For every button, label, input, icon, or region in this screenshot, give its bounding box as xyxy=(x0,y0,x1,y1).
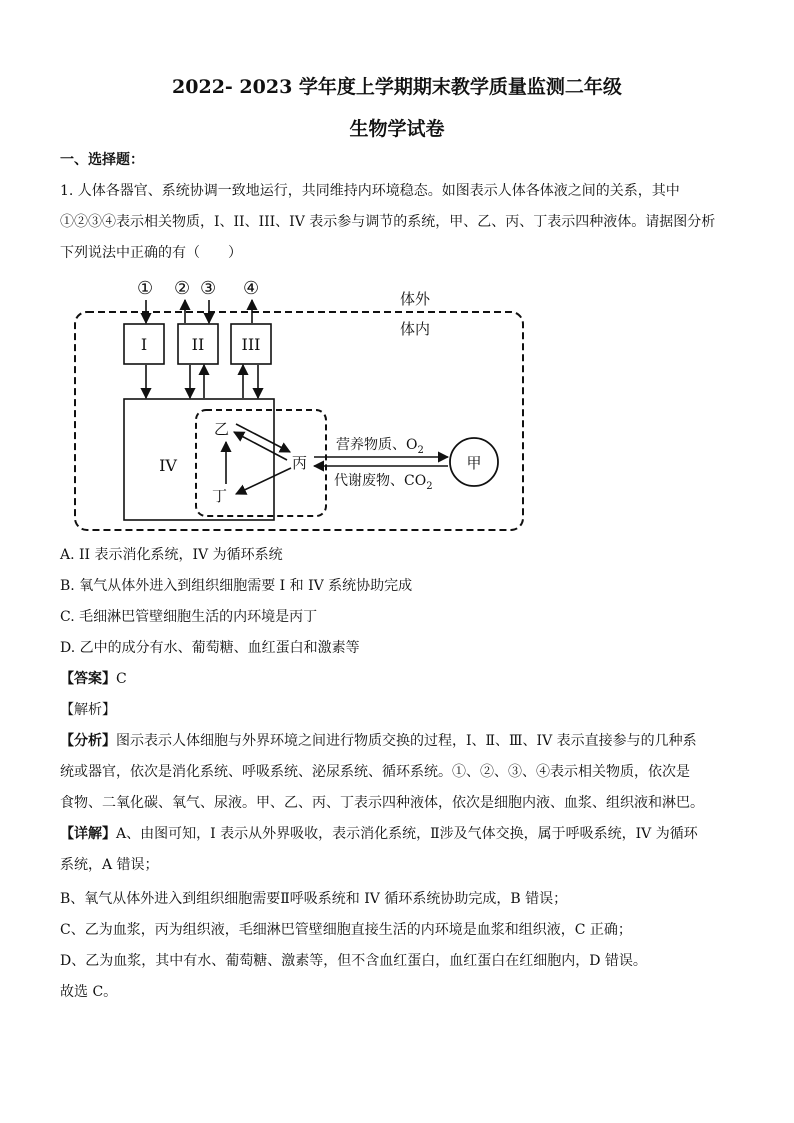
substance-2: ② xyxy=(174,278,191,299)
nutrient-label: 营养物质、$O_2$ xyxy=(336,437,424,456)
system-IV-label: IV xyxy=(159,456,177,475)
substance-3: ③ xyxy=(200,278,217,299)
option-c: C. 毛细淋巴管壁细胞生活的内环境是丙丁 xyxy=(60,609,318,625)
xiangjie-line-2: 系统，A 错误； xyxy=(60,857,159,873)
system-III-label: III xyxy=(241,335,261,354)
option-d: D. 乙中的成分有水、葡萄糖、血红蛋白和激素等 xyxy=(60,640,360,656)
xiangjie-line-1 xyxy=(60,824,734,844)
answer-tag: 【答案】 xyxy=(60,671,116,687)
fenxi-tag: 【分析】 xyxy=(60,733,116,749)
xiangjie-line-4: C、乙为血浆，丙为组织液，毛细淋巴管壁细胞直接生活的内环境是血浆和组织液，C 正确； xyxy=(60,922,632,938)
arrow-bing-to-ding xyxy=(236,468,291,494)
answer-line xyxy=(60,669,734,689)
xiangjie-text-1: A、由图可知，I 表示从外界吸收，表示消化系统，Ⅱ涉及气体交换，属于呼吸系统，IV 为循环 xyxy=(116,826,698,842)
inside-label: 体内 xyxy=(400,320,431,338)
fenxi-line-2: 统或器官，依次是消化系统、呼吸系统、泌尿系统、循环系统。①、②、③、④表示相关物质，依次是 xyxy=(60,764,690,780)
question-stem-line-3: 下列说法中正确的有（ ） xyxy=(60,245,242,261)
option-a: A. II 表示消化系统，IV 为循环系统 xyxy=(60,547,283,563)
question-stem-line-2: ①②③④表示相关物质，I、II、III、IV 表示参与调节的系统，甲、乙、丙、丁表示四种液体。请据图分析 xyxy=(60,214,716,230)
answer-value: C xyxy=(116,671,127,687)
substance-1: ① xyxy=(137,278,154,299)
option-b: B. 氧气从体外进入到组织细胞需要 I 和 IV 系统协助完成 xyxy=(60,578,413,594)
fenxi-line-3: 食物、二氧化碳、氧气、尿液。甲、乙、丙、丁表示四种液体，依次是细胞内液、血浆、组织液和淋巴。 xyxy=(60,795,704,811)
xiangjie-conclusion: 故选 C。 xyxy=(60,984,118,1000)
question-stem-line-1: 1. 人体各器官、系统协调一致地运行，共同维持内环境稳态。如图表示人体各体液之间的关系，其中 xyxy=(60,183,680,199)
system-II-label: II xyxy=(191,335,205,354)
system-IV-box xyxy=(124,399,274,520)
fluid-yi: 乙 xyxy=(214,420,230,438)
system-I-label: I xyxy=(140,335,148,354)
fenxi-line-1 xyxy=(60,731,734,751)
fluid-ding: 丁 xyxy=(212,487,228,505)
substance-4: ④ xyxy=(243,278,260,299)
xiangjie-line-3: B、氧气从体外进入到组织细胞需要Ⅱ呼吸系统和 IV 循环系统协助完成，B 错误； xyxy=(60,891,568,907)
fluid-jia: 甲 xyxy=(466,454,482,472)
xiangjie-tag: 【详解】 xyxy=(60,826,116,842)
waste-label: 代谢废物、$CO_2$ xyxy=(334,473,433,492)
analysis-tag: 【解析】 xyxy=(60,702,116,718)
body-fluid-diagram xyxy=(0,270,794,540)
fenxi-text-1: 图示表示人体细胞与外界环境之间进行物质交换的过程，I、Ⅱ、Ⅲ、IV 表示直接参与的几种系 xyxy=(116,733,697,749)
exam-title: 2022- 2023 学年度上学期期末教学质量监测二年级 xyxy=(172,76,622,98)
section-heading: 一、选择题： xyxy=(60,152,144,168)
exam-subtitle: 生物学试卷 xyxy=(349,118,445,140)
fluid-bing: 丙 xyxy=(292,454,308,472)
xiangjie-line-5: D、乙为血浆，其中有水、葡萄糖、激素等，但不含血红蛋白，血红蛋白在红细胞内，D 错误。 xyxy=(60,953,647,969)
outside-label: 体外 xyxy=(400,290,431,308)
